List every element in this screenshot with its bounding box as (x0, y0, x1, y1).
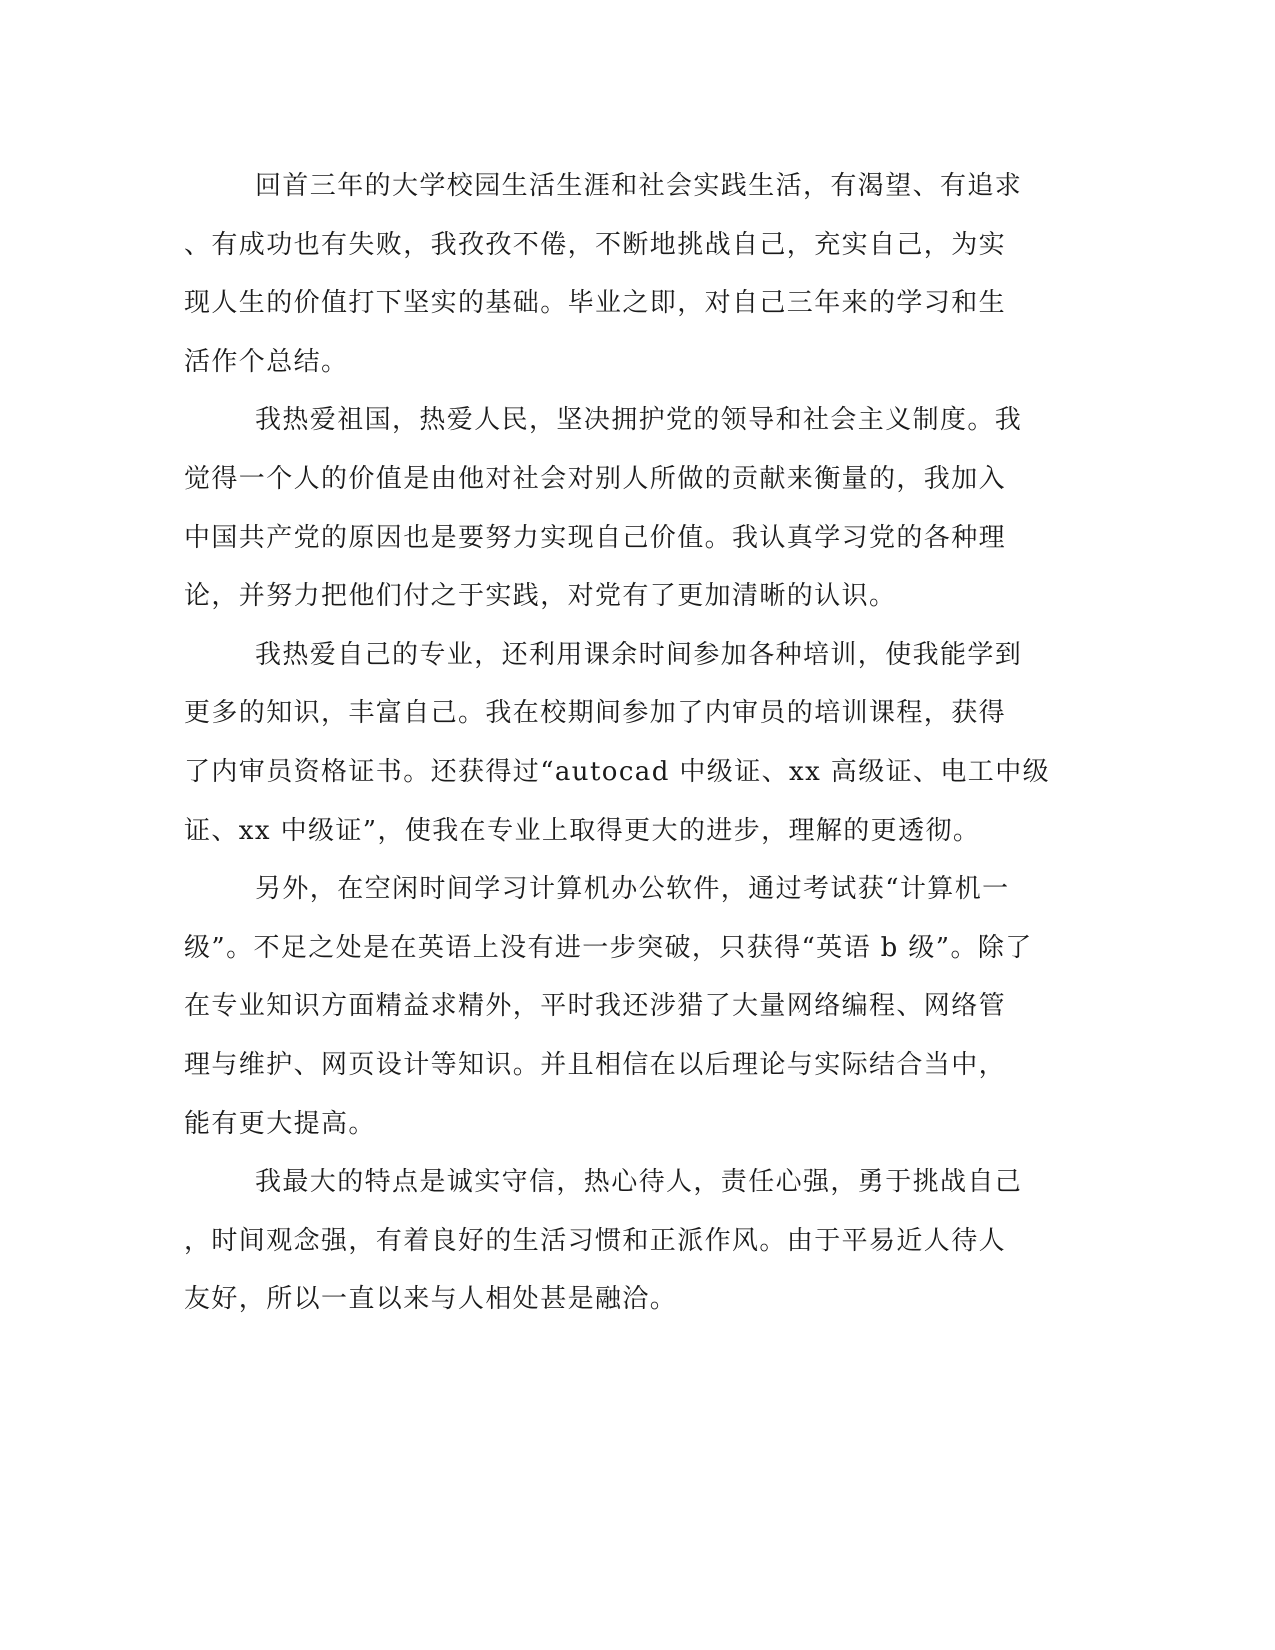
paragraph-personal-traits (184, 1153, 1044, 1329)
document-body (184, 157, 1051, 1329)
text-line: 证、xx 中级证”，使我在专业上取得更大的进步，理解的更透彻。 (184, 815, 981, 846)
text-line: 觉得一个人的价值是由他对社会对别人所做的贡献来衡量的，我加入 (184, 463, 1007, 494)
text-line: 我热爱祖国，热爱人民，坚决拥护党的领导和社会主义制度。我 (255, 405, 1023, 436)
text-line: 我最大的特点是诚实守信，热心待人，责任心强，勇于挑战自己 (255, 1167, 1023, 1198)
text-line: 能有更大提高。 (184, 1108, 376, 1139)
text-line: 我热爱自己的专业，还利用课余时间参加各种培训，使我能学到 (255, 639, 1023, 670)
text-line: 论，并努力把他们付之于实践，对党有了更加清晰的认识。 (184, 581, 897, 612)
text-line: 更多的知识，丰富自己。我在校期间参加了内审员的培训课程，获得 (184, 698, 1007, 729)
text-line: 了内审员资格证书。还获得过“autocad 中级证、xx 高级证、电工中级 (184, 756, 1051, 787)
text-line: ，时间观念强，有着良好的生活习惯和正派作风。由于平易近人待人 (184, 1225, 1007, 1256)
paragraph-political-views (184, 391, 1044, 625)
paragraph-professional-training (184, 626, 1051, 860)
text-line: 在专业知识方面精益求精外，平时我还涉猎了大量网络编程、网络管 (184, 991, 1007, 1022)
paragraph-review-three-years (184, 157, 1044, 391)
text-line: 中国共产党的原因也是要努力实现自己价值。我认真学习党的各种理 (184, 522, 1007, 553)
text-line: 理与维护、网页设计等知识。并且相信在以后理论与实际结合当中， (184, 1049, 1007, 1080)
text-line: 级”。不足之处是在英语上没有进一步突破，只获得“英语 b 级”。除了 (184, 932, 1033, 963)
text-line: 现人生的价值打下坚实的基础。毕业之即，对自己三年来的学习和生 (184, 288, 1007, 319)
text-line: 回首三年的大学校园生活生涯和社会实践生活，有渴望、有追求 (255, 171, 1023, 201)
text-line: 友好，所以一直以来与人相处甚是融洽。 (184, 1284, 678, 1315)
paragraph-computer-skills (184, 860, 1044, 1153)
text-line: 、有成功也有失败，我孜孜不倦，不断地挑战自己，充实自己，为实 (184, 229, 1007, 260)
text-line: 另外，在空闲时间学习计算机办公软件，通过考试获“计算机一 (255, 874, 1010, 905)
text-line: 活作个总结。 (184, 346, 349, 377)
